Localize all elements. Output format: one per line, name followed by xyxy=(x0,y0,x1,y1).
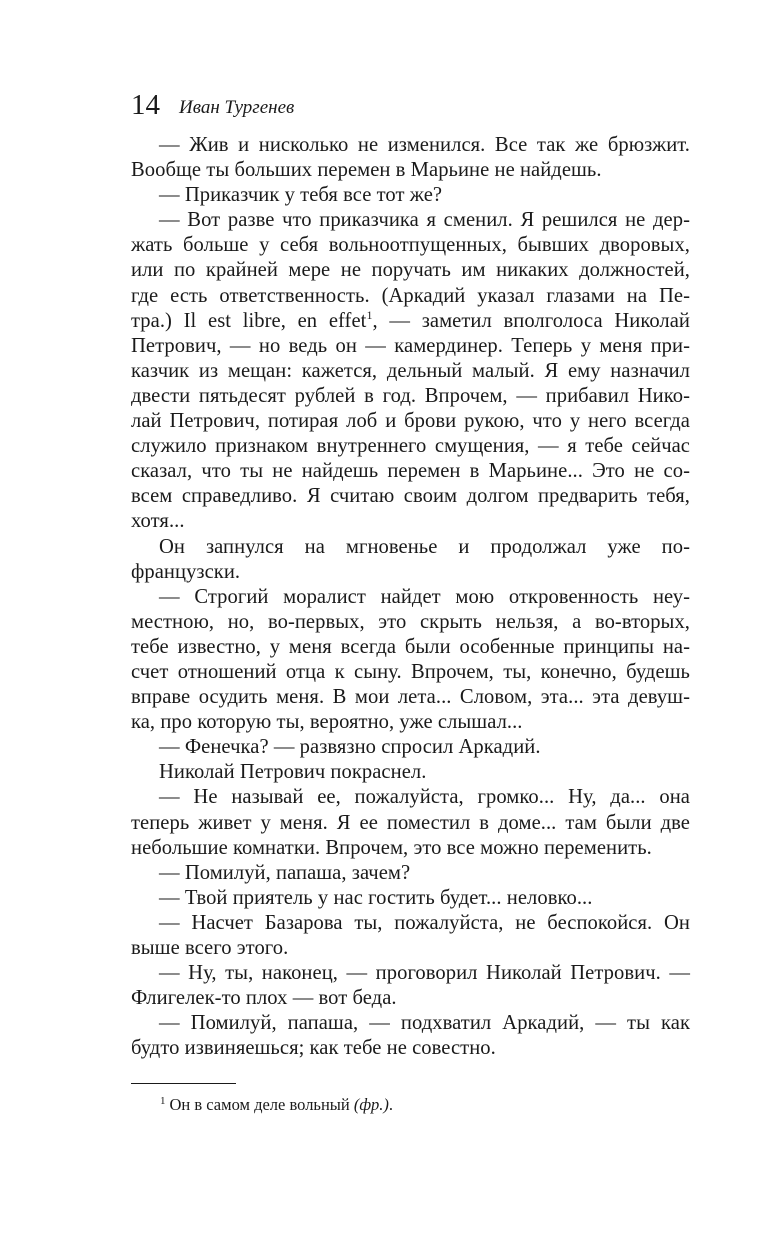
text-line: — Фенечка? — развязно спросил Аркадий. xyxy=(159,736,541,759)
footnote-divider xyxy=(131,1083,236,1084)
body-text xyxy=(131,133,690,1061)
text-line: двести пятьдесят рублей в год. Впрочем, — прибавил Нико- xyxy=(131,384,690,407)
footnote-marker: 1 xyxy=(160,1094,166,1107)
footnote-text: Он в самом деле вольный xyxy=(169,1095,350,1114)
text-line: — Приказчик у тебя все тот же? xyxy=(159,184,443,207)
text-line: — Жив и нисколько не изменился. Все так же брюзжит. xyxy=(159,134,690,156)
text-line: Петрович, — но ведь он — камердинер. Теперь у меня при- xyxy=(131,334,690,357)
paragraph xyxy=(131,760,690,785)
paragraph xyxy=(131,585,690,736)
text-line: тебе известно, у меня всегда были особенные принципы на- xyxy=(131,635,690,658)
paragraph xyxy=(131,535,690,585)
page-number: 14 xyxy=(131,89,160,121)
paragraph xyxy=(131,961,690,1011)
text-line: — Ну, ты, наконец, — проговорил Николай Петрович. — xyxy=(159,962,690,985)
text-line: теперь живет у меня. Я ее поместил в доме... там были две xyxy=(131,811,690,834)
paragraph xyxy=(131,911,690,961)
paragraph xyxy=(131,133,690,183)
footnote-language-note: (фр.) xyxy=(353,1095,389,1114)
paragraph xyxy=(131,183,690,208)
text-line: служило признаком внутреннего смущения, — я тебе сейчас xyxy=(131,435,690,458)
text-line: — Не называй ее, пожалуйста, громко... Ну, да... она xyxy=(159,786,690,809)
text-line: где есть ответственность. (Аркадий указал глазами на Пе- xyxy=(131,284,690,307)
text-line: лай Петрович, потирая лоб и брови рукою, что у него всегда xyxy=(131,410,690,433)
text-line: Николай Петрович покраснел. xyxy=(159,761,427,784)
text-line: жать больше у себя вольноотпущенных, бывших дворовых, xyxy=(131,234,690,257)
text-line: выше всего этого. xyxy=(131,937,289,959)
page-header xyxy=(131,88,690,128)
text-line: счет отношений отца к сыну. Впрочем, ты, конечно, будешь xyxy=(131,660,690,683)
book-page xyxy=(131,88,690,1061)
paragraph xyxy=(131,861,690,886)
paragraph xyxy=(131,208,690,534)
text-line: небольшие комнатки. Впрочем, это все можно переменить. xyxy=(131,836,652,859)
text-line: Вообще ты больших перемен в Марьине не найдешь. xyxy=(131,159,602,182)
footnote xyxy=(160,1095,393,1115)
text-segment: тра.) Il est libre, en effet xyxy=(131,309,367,332)
text-line: — Помилуй, папаша, — подхватил Аркадий, — ты как xyxy=(159,1012,690,1035)
text-line: — Насчет Базарова ты, пожалуйста, не беспокойся. Он xyxy=(159,911,690,934)
text-line: французски. xyxy=(131,560,241,583)
paragraph xyxy=(131,886,690,911)
text-line xyxy=(131,309,690,334)
text-line: — Помилуй, папаша, зачем? xyxy=(159,861,411,884)
text-line: — Вот разве что приказчика я сменил. Я решился не дер- xyxy=(159,209,690,232)
paragraph xyxy=(131,785,690,860)
text-line: хотя... xyxy=(131,510,185,533)
text-line: вправе осудить меня. В мои лета... Словом, эта... эта девуш- xyxy=(131,686,690,709)
text-line: или по крайней мере не поручать им никаких должностей, xyxy=(131,259,690,282)
text-line: сказал, что ты не найдешь перемен в Марьине... Это не со- xyxy=(131,460,690,483)
paragraph xyxy=(131,735,690,760)
text-line: — Строгий моралист найдет мою откровенность неу- xyxy=(159,585,690,608)
text-line: — Твой приятель у нас гостить будет... неловко... xyxy=(159,886,593,909)
text-segment: , — заметил вполголоса Николай xyxy=(372,309,690,332)
text-line: ка, про которую ты, вероятно, уже слышал... xyxy=(131,711,523,734)
text-line: Флигелек-то плох — вот беда. xyxy=(131,987,397,1010)
text-line: будто извиняешься; как тебе не совестно. xyxy=(131,1037,496,1060)
running-title: Иван Тургенев xyxy=(179,97,295,118)
text-line: всем справедливо. Я считаю своим долгом предварить тебя, xyxy=(131,485,690,508)
text-line: Он запнулся на мгновенье и продолжал уже по- xyxy=(159,535,690,558)
paragraph xyxy=(131,1011,690,1061)
footnote-reference: 1 xyxy=(366,307,373,322)
text-line: казчик из мещан: кажется, дельный малый. Я ему назначил xyxy=(131,359,690,382)
footnote-end: . xyxy=(388,1095,394,1114)
text-line: местною, но, во-первых, это скрыть нельзя, а во-вторых, xyxy=(131,610,690,633)
